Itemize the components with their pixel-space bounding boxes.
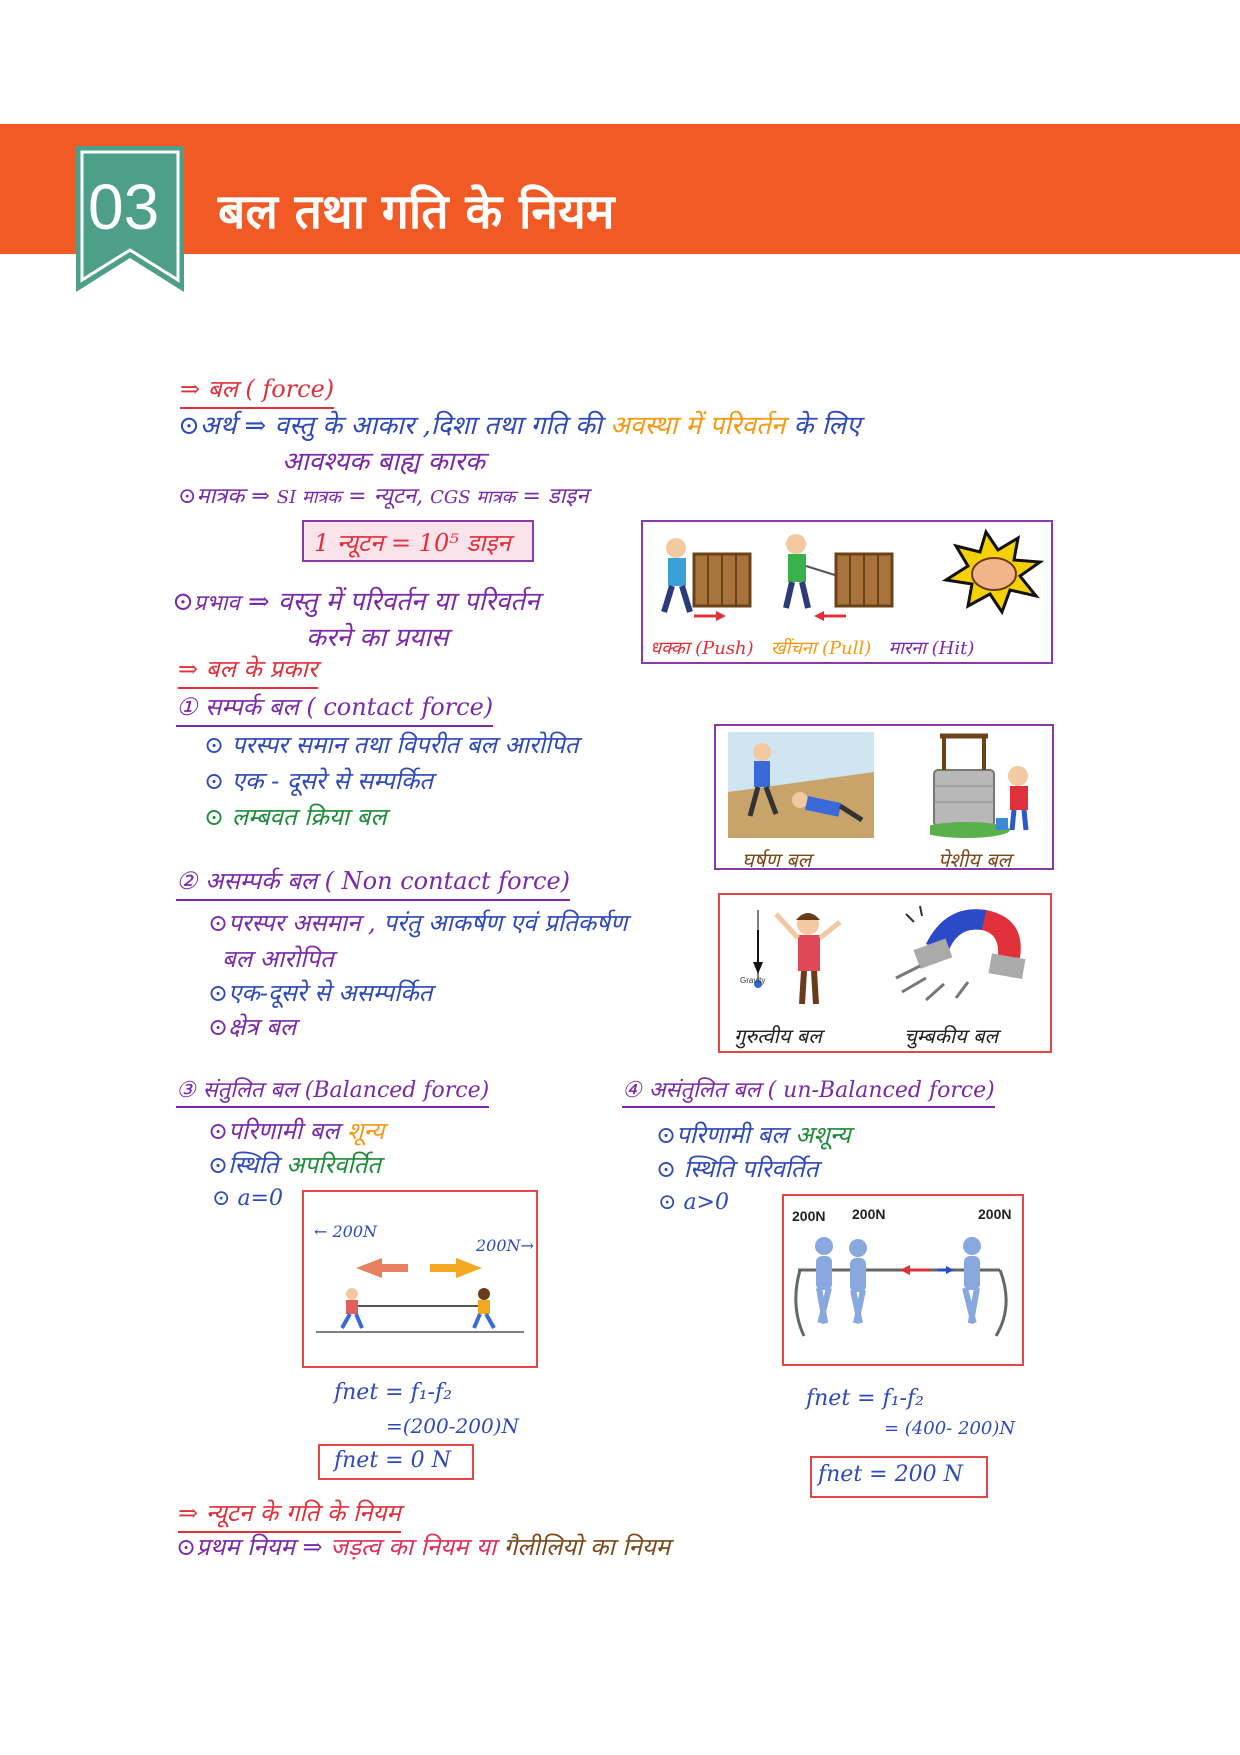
unbalanced-formula-2: = (400- 200)N [884,1418,1016,1439]
balanced-number: ③ [176,1078,196,1103]
meaning-text-2: अवस्था में परिवर्तन [610,411,786,441]
balanced-point-1a: परिणामी बल [228,1117,340,1145]
types-heading: ⇒ बल के प्रकार [178,652,318,689]
caption-gravitational: गुरुत्वीय बल [734,1024,822,1048]
arrow-icon: ⇒ [244,411,267,441]
first-law-label: प्रथम नियम [196,1533,295,1561]
chapter-title: बल तथा गति के नियम [218,184,615,240]
chapter-number: 03 [88,171,160,243]
tug-of-war-illustration [312,1254,528,1334]
balanced-left-force: ← 200N [314,1222,378,1241]
contact-title-text: सम्पर्क बल ( contact force) [205,693,494,721]
non-contact-title [176,864,570,901]
non-contact-number: ② [176,867,198,895]
non-contact-point-3-text: क्षेत्र बल [228,1013,297,1041]
contact-point-1-text: परस्पर समान तथा विपरीत बल आरोपित [231,731,579,759]
gravity-label: Gravity [740,976,766,985]
newton-first-law: ⊙प्रथम नियम ⇒ जड़त्व का नियम या गैलीलियो का नियम [176,1533,671,1561]
arrow-icon: ⇒ [251,484,270,509]
first-law-text-a: जड़त्व का नियम या [330,1533,497,1561]
balanced-point-2b: अपरिवर्तित [286,1151,381,1179]
unbalanced-tug-illustration [790,1226,1016,1358]
unbalanced-result: fnet = 200 N [818,1462,963,1487]
balanced-right-force: 200N→ [476,1236,534,1255]
caption-hit: मारना (Hit) [888,638,975,659]
non-contact-title-text: असम्पर्क बल ( Non contact force) [205,867,571,895]
unbalanced-point-2-text: स्थिति परिवर्तित [683,1155,819,1183]
magnet-illustration [886,900,1036,1012]
unbalanced-point-1a: परिणामी बल [676,1121,788,1149]
non-contact-point-1c: बल आरोपित [222,945,334,973]
unit-label: मात्रक [196,484,245,509]
meaning-label: अर्थ [199,411,237,441]
contact-title [176,690,493,727]
force-heading: ⇒ बल ( force) [180,372,334,409]
balanced-point-2: ⊙स्थिति अपरिवर्तित [208,1151,381,1179]
unbalanced-point-1b: अशून्य [795,1121,851,1149]
balanced-point-1b: शून्य [347,1117,385,1145]
unbalanced-point-3: ⊙ a>0 [658,1190,729,1215]
caption-magnetic: चुम्बकीय बल [904,1024,999,1048]
balanced-point-3-text: a=0 [237,1186,283,1211]
unbalanced-point-1: ⊙परिणामी बल अशून्य [656,1121,851,1149]
newton-heading: ⇒ न्यूटन के गति के नियम [178,1496,401,1533]
header-band [0,124,1240,254]
unbalanced-label-1: 200N [792,1208,826,1224]
meaning-text-4: आवश्यक बाह्य कारक [282,447,486,477]
muscular-illustration [930,730,1040,840]
non-contact-point-2-text: एक-दूसरे से असम्पर्कित [228,979,433,1007]
balanced-title [176,1074,489,1108]
balanced-result: fnet = 0 N [334,1448,451,1473]
contact-point-1: ⊙ परस्पर समान तथा विपरीत बल आरोपित [204,731,579,759]
effect-line [172,582,540,618]
gravity-illustration [740,900,860,1010]
balanced-point-2a: स्थिति [228,1151,279,1179]
unbalanced-label-3: 200N [978,1206,1012,1222]
contact-point-2: ⊙ एक - दूसरे से सम्पर्कित [204,767,433,795]
unit-cgs: CGS मात्रक [430,487,516,508]
effect-text-2: करने का प्रयास [306,623,449,653]
balanced-formula-1: fnet = f₁-f₂ [334,1380,452,1405]
meaning-text-1: वस्तु के आकार ,दिशा तथा गति की [274,411,602,441]
balanced-formula-2: =(200-200)N [386,1414,519,1438]
first-law-text-b: गैलीलियो का नियम [503,1533,671,1561]
unbalanced-point-3-text: a>0 [683,1190,729,1215]
arrow-icon: ⇒ [302,1533,323,1561]
unit-line [178,480,588,510]
effect-label: प्रभाव [193,591,240,616]
non-contact-point-1b: परंतु आकर्षण एवं प्रतिकर्षण [383,909,628,937]
push-pull-hit-illustration [646,524,1048,634]
friction-illustration [728,732,874,838]
balanced-point-3: ⊙ a=0 [212,1186,283,1211]
non-contact-point-1a: परस्पर असमान , [228,909,376,937]
unit-si: SI मात्रक [276,487,342,508]
meaning-line [178,406,860,442]
unbalanced-number: ④ [622,1078,642,1103]
contact-point-3-text: लम्बवत क्रिया बल [231,803,387,831]
bullet-icon: ⊙ [172,587,194,617]
unbalanced-title-text: असंतुलित बल ( un-Balanced force) [648,1078,995,1103]
unbalanced-formula-1: fnet = f₁-f₂ [806,1386,924,1411]
contact-point-3: ⊙ लम्बवत क्रिया बल [204,803,387,831]
unbalanced-title [622,1074,995,1108]
push-pull-hit-captions [650,636,974,660]
caption-friction: घर्षण बल [742,848,812,872]
balanced-point-1: ⊙परिणामी बल शून्य [208,1117,385,1145]
caption-pull: खींचना (Pull) [770,638,872,659]
non-contact-point-3: ⊙क्षेत्र बल [208,1013,297,1041]
bullet-icon: ⊙ [178,484,197,509]
unit-cgs-value: = डाइन [522,484,589,509]
non-contact-point-1: ⊙परस्पर असमान , परंतु आकर्षण एवं प्रतिकर्षण [208,909,628,937]
contact-number: ① [176,693,198,721]
conversion-text: 1 न्यूटन = 10⁵ डाइन [314,529,511,557]
meaning-text-3: के लिए [793,411,861,441]
unbalanced-point-2: ⊙ स्थिति परिवर्तित [656,1155,819,1183]
unbalanced-label-2: 200N [852,1206,886,1222]
balanced-title-text: संतुलित बल (Balanced force) [202,1078,490,1103]
unit-si-value: = न्यूटन, [348,484,424,509]
caption-muscular: पेशीय बल [938,848,1012,872]
caption-push: धक्का (Push) [650,638,754,659]
non-contact-point-2: ⊙एक-दूसरे से असम्पर्कित [208,979,433,1007]
effect-text-1: वस्तु में परिवर्तन या परिवर्तन [278,587,540,617]
arrow-icon: ⇒ [247,587,270,617]
contact-point-2-text: एक - दूसरे से सम्पर्कित [231,767,433,795]
bullet-icon: ⊙ [178,411,200,441]
